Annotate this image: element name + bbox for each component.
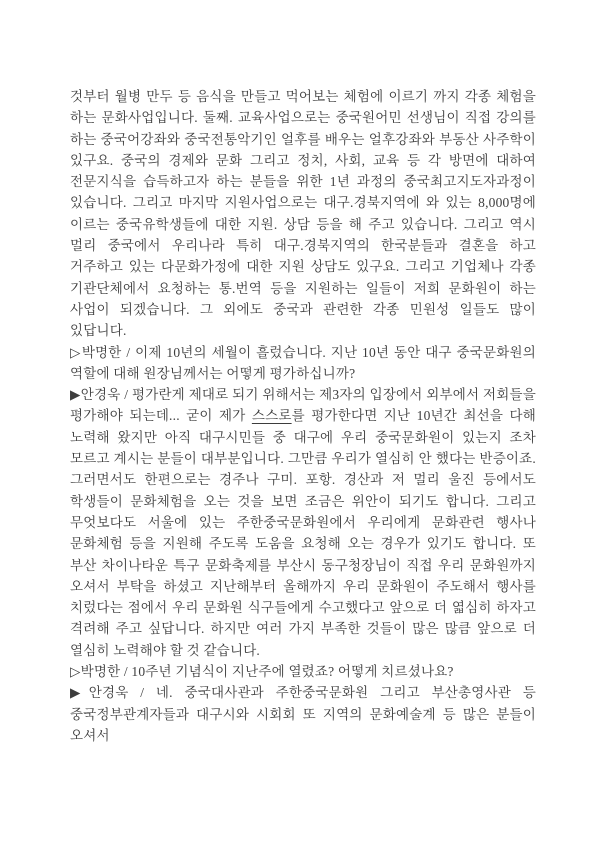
paragraph xyxy=(70,384,536,661)
text-run: ▷박명한 / 10주년 기념식이 지난주에 열렸죠? 어떻게 치르셨나요? xyxy=(70,664,454,680)
paragraph xyxy=(70,682,536,746)
paragraph xyxy=(70,86,536,342)
text-run: ▶안경욱 / 평가란게 제대로 되기 위해서는 제3자의 입장에서 외부에서 저회들을 평가해야 되는데... 굳이 제가 xyxy=(70,387,536,424)
text-run: 것부터 월병 만두 등 음식을 만들고 먹어보는 체험에 이르기 까지 각종 체험을 하는 문화사업입니다. 둘째. 교육사업으로는 중국원어민 선생님이 직접 강의를 하는 중국어강좌와 중국전통악기인 얼후를 배우는 얼후강좌와 부동산 사주학이 있구요. 중국의 경제와 문화 그리고 정치, 사회, 교육 등 각 방면에 대하여 전문지식을 습득하고자 하는 분들을 위한 1년 과정의 중국최고지도자과정이 있습니다. 그리고 마지막 지원사업으로는 대구.경북지역에 와 있는 8,000명에 이르는 중국유학생들에 대한 지원. 상담 등을 해 주고 있습니다. 그리고 역시 멀리 중국에서 우리나라 특히 대구.경북지역의 한국분들과 결혼을 하고 거주하고 있는 다문화가정에 대한 지원 상담도 있구요. 그리고 기업체나 각종 기관단체에서 요청하는 통.번역 등을 지원하는 일들이 저희 문화원이 하는 사업이 되겠습니다. 그 외에도 중국과 관련한 각종 민원성 일들도 많이 있답니다. xyxy=(70,89,536,339)
document-body xyxy=(70,86,536,746)
text-run: ▶안경욱 / 네. 중국대사관과 주한중국문화원 그리고 부산총영사관 등 중국정부관계자들과 대구시와 시회회 또 지역의 문화예술계 등 많은 분들이 오셔서 xyxy=(70,685,536,743)
paragraph xyxy=(70,342,536,385)
underlined-text: 스스로 xyxy=(251,408,292,424)
text-run: 를 평가한다면 지난 10년간 최선을 다해 노력해 왔지만 아직 대구시민들 중 대구에 우리 중국문화원이 있는지 조차 모르고 계시는 분들이 대부분입니다. 그만큼 우리가 열심히 안 했다는 반증이죠. 그러면서도 한편으로는 경주나 구미. 포항. 경산과 저 멀리 울진 등에서도 학생들이 문화체험을 오는 것을 보면 조금은 위안이 되기도 합니다. 그리고 무엇보다도 서울에 있는 주한중국문화원에서 우리에게 문화관련 행사나 문화체험 등을 지원해 주도록 도움을 요청해 오는 경우가 있기도 합니다. 또 부산 차이나타운 특구 문화축제를 부산시 동구청장님이 직접 우리 문화원까지 오셔서 부탁을 하셨고 지난해부터 올해까지 우리 문화원이 주도해서 행사를 치렀다는 점에서 우리 문화원 식구들에게 수고했다고 앞으로 더 엷심히 하자고 격려해 주고 싶답니다. 하지만 여러 가지 부족한 것들이 많은 많큼 앞으로 더 열심히 노력해야 할 것 같습니다. xyxy=(70,408,536,658)
paragraph xyxy=(70,661,536,682)
text-run: ▷박명한 / 이제 10년의 세월이 흘렀습니다. 지난 10년 동안 대구 중국문화원의 역할에 대해 원장님께서는 어떻게 평가하십니까? xyxy=(70,344,536,381)
text-page xyxy=(70,86,536,746)
